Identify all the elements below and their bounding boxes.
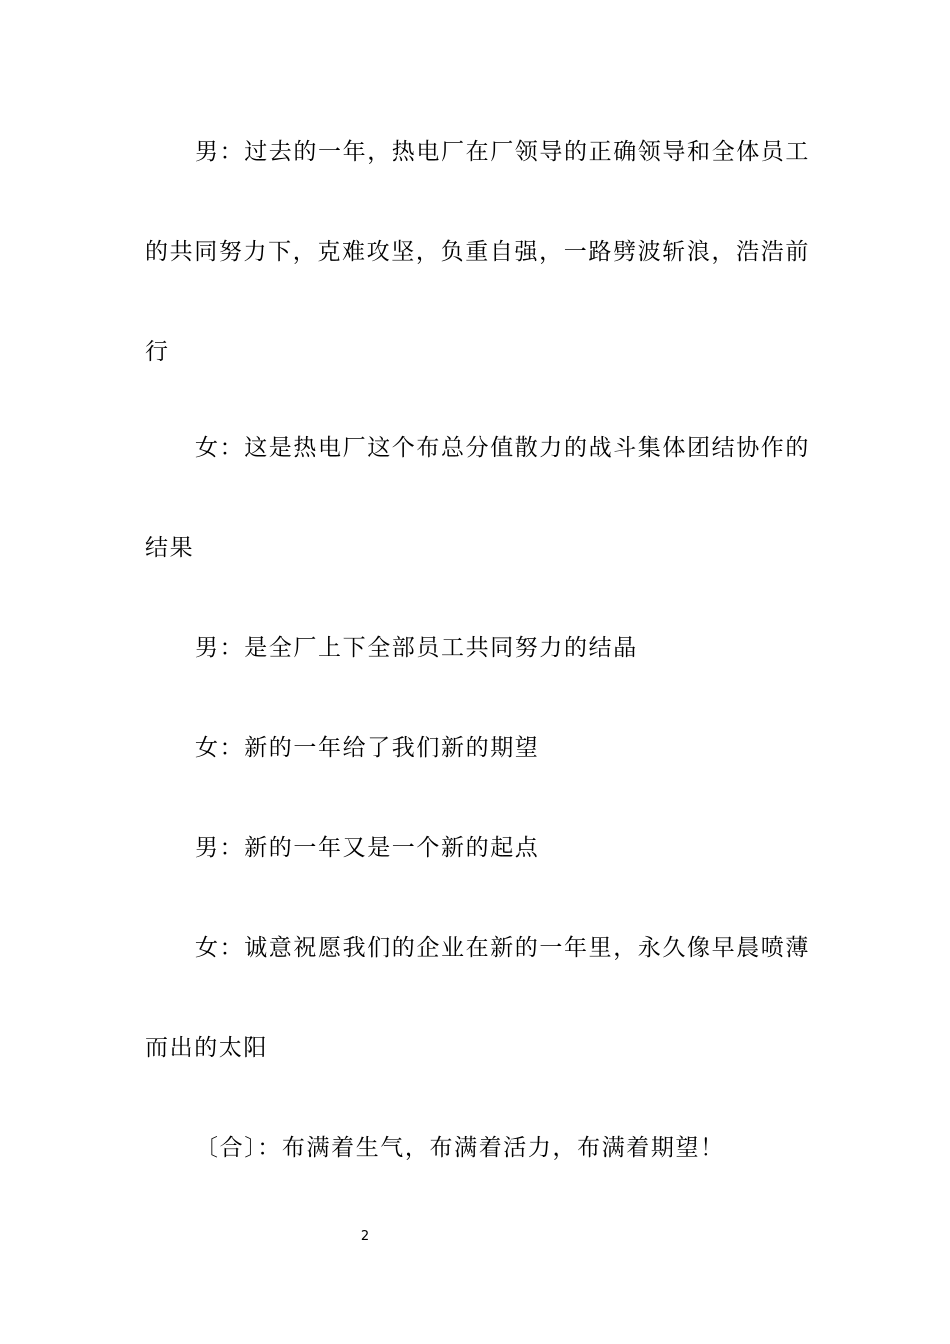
dialogue-paragraph-7: 〔合〕：布满着生气，布满着活力，布满着期望！ (195, 1135, 725, 1161)
dialogue-paragraph-3: 男：是全厂上下全部员工共同努力的结晶 (195, 635, 638, 661)
dialogue-paragraph-5: 男：新的一年又是一个新的起点 (195, 835, 540, 861)
page-number: 2 (360, 1229, 370, 1244)
dialogue-paragraph-4: 女：新的一年给了我们新的期望 (195, 735, 540, 761)
dialogue-paragraph-1: 男：过去的一年，热电厂在厂领导的正确领导和全体员工的共同努力下，克难攻坚，负重自强，一路劈波斩浪，浩浩前行 (145, 139, 810, 365)
dialogue-paragraph-6: 女：诚意祝愿我们的企业在新的一年里，永久像早晨喷薄而出的太阳 (145, 935, 810, 1061)
dialogue-paragraph-2: 女：这是热电厂这个布总分值散力的战斗集体团结协作的结果 (145, 435, 810, 561)
